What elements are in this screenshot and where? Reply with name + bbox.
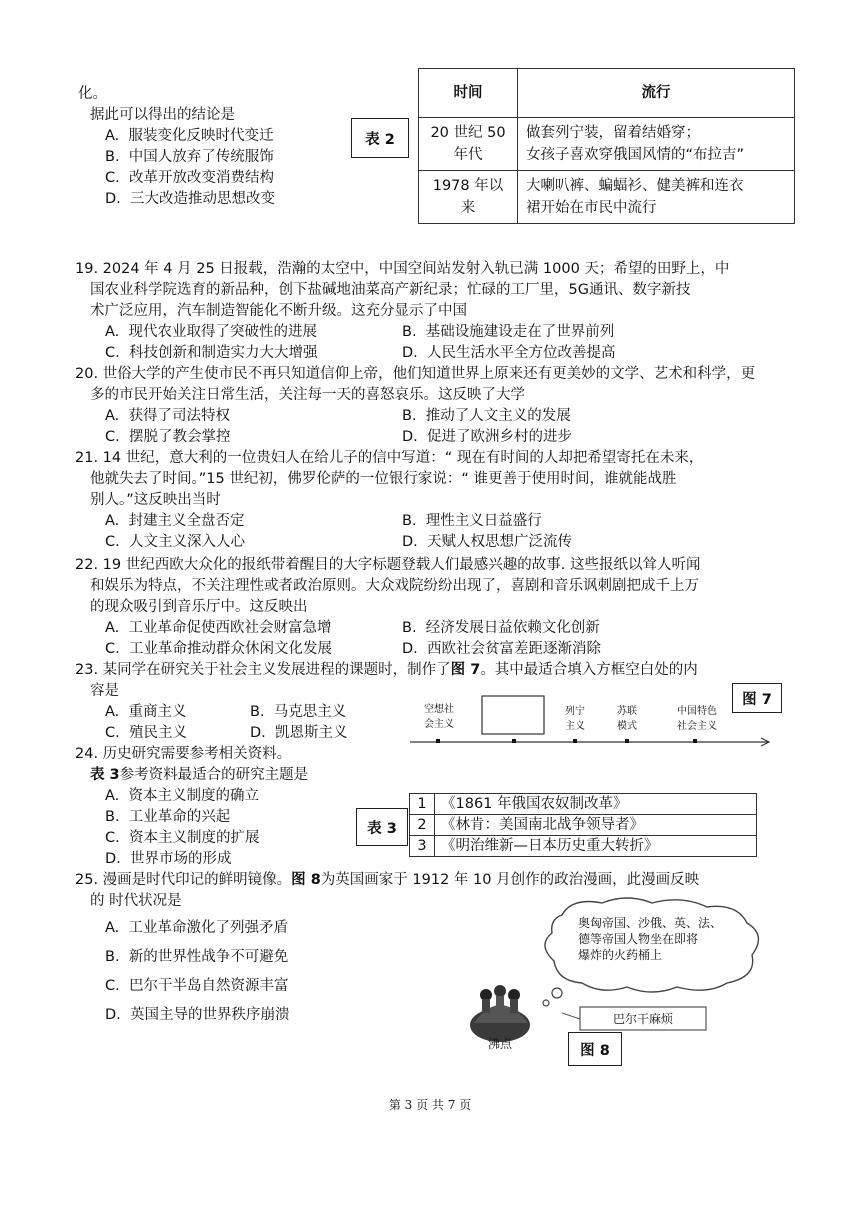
timeline-label-chinese-socialism: 中国特色 社会主义	[677, 706, 717, 732]
q25-option-a: A. 工业革命激化了列强矛盾	[105, 920, 288, 936]
q22-line2: 和娱乐为特点，不关注理性或者政治原则。大众戏院纷纷出现了，喜剧和音乐讽刺剧把成千上万	[90, 578, 699, 594]
q22-option-d: D. 西欧社会贫富差距逐渐消除	[402, 641, 601, 657]
q23-option-c: C. 殖民主义	[105, 725, 187, 741]
cartoon-bubble-text: 奥匈帝国、沙俄、英、法、 德等帝国人物坐在即将 爆炸的火药桶上	[578, 916, 723, 962]
figure7-timeline	[405, 680, 785, 752]
q25-line1: 25. 漫画是时代印记的鲜明镜像。图 8为英国画家于 1912 年 10 月创作的政治漫画，此漫画反映	[75, 872, 700, 888]
q19-option-b: B. 基础设施建设走在了世界前列	[402, 324, 615, 340]
table2-row1-trend: 做套列宁装，留着结婚穿； 女孩子喜欢穿俄国风情的“布拉吉”	[518, 118, 795, 171]
q21-option-b: B. 理性主义日益盛行	[402, 513, 542, 529]
q24-line1: 24. 历史研究需要参考相关资料。	[75, 746, 292, 762]
q21-option-c: C. 人文主义深入人心	[105, 534, 245, 550]
q21-line3: 别人。”这反映出当时	[90, 492, 221, 508]
q19-line1: 19. 2024 年 4 月 25 日报载，浩瀚的太空中，中国空间站发射入轨已满 1000 天；希望的田野上，中	[75, 261, 730, 277]
q22-option-c: C. 工业革命推动群众休闲文化发展	[105, 641, 332, 657]
q21-line2: 他就失去了时间。”15 世纪初，佛罗伦萨的一位银行家说：“ 谁更善于使用时间，谁就能战胜	[90, 471, 677, 487]
q19-line3: 术广泛应用，汽车制造智能化不断升级。这充分显示了中国	[90, 303, 467, 319]
q20-line1: 20. 世俗大学的产生使市民不再只知道信仰上帝，他们知道世界上原来还有更美妙的文学、艺术和科学，更	[75, 366, 756, 382]
table2	[418, 68, 795, 224]
q23-option-b: B. 马克思主义	[250, 704, 347, 720]
q25-line2: 的 时代状况是	[90, 893, 182, 909]
q22-option-b: B. 经济发展日益依赖文化创新	[402, 620, 600, 636]
table3-label: 表 3	[356, 808, 408, 846]
q22-line1: 22. 19 世纪西欧大众化的报纸带着醒目的大字标题登载人们最感兴趣的故事. 这些报纸以耸人听闻	[75, 557, 701, 573]
timeline-label-soviet-model: 苏联 模式	[617, 706, 637, 732]
q24-option-a: A. 资本主义制度的确立	[105, 788, 259, 804]
figure8-cartoon	[462, 895, 782, 1060]
table-row: 2 《林肯：美国南北战争领导者》	[410, 815, 757, 836]
timeline-axis	[405, 680, 785, 752]
q18-option-a: A. 服装变化反映时代变迁	[105, 128, 274, 144]
q20-option-b: B. 推动了人文主义的发展	[402, 408, 571, 424]
q19-option-d: D. 人民生活水平全方位改善提高	[402, 345, 616, 361]
table3	[409, 793, 757, 857]
q20-option-d: D. 促进了欧洲乡村的进步	[402, 429, 572, 445]
cartoon-caption: 巴尔干麻烦	[612, 1012, 673, 1026]
q18-option-c: C. 改革开放改变消费结构	[105, 170, 274, 186]
q19-option-c: C. 科技创新和制造实力大大增强	[105, 345, 318, 361]
timeline-label-utopian: 空想社 会主义	[424, 704, 454, 730]
q18-tail: 化。	[78, 86, 107, 102]
q24-option-d: D. 世界市场的形成	[105, 851, 232, 867]
q19-line2: 国农业科学院选育的新品种，创下盐碱地油菜高产新纪录；忙碌的工厂里，5G通讯、数字新技	[90, 282, 691, 298]
q23-line1: 23. 某同学在研究关于社会主义发展进程的课题时，制作了图 7。其中最适合填入方框空白处的内	[75, 662, 698, 678]
table2-row2-trend: 大喇叭裤、蝙蝠衫、健美裤和连衣 裙开始在市民中流行	[518, 171, 795, 224]
table2-header-time: 时间	[419, 69, 518, 118]
q18-option-d: D. 三大改造推动思想改变	[105, 191, 275, 207]
table2-label: 表 2	[351, 118, 409, 158]
q25-option-d: D. 英国主导的世界秩序崩溃	[105, 1007, 290, 1023]
figure8-label: 图 8	[568, 1032, 622, 1066]
q18-prompt: 据此可以得出的结论是	[90, 107, 235, 123]
q20-option-c: C. 摆脱了教会掌控	[105, 429, 231, 445]
q18-option-b: B. 中国人放弃了传统服饰	[105, 149, 274, 165]
q20-option-a: A. 获得了司法特权	[105, 408, 230, 424]
cartoon-bottom-label: 沸点	[488, 1037, 513, 1051]
q23-option-d: D. 凯恩斯主义	[250, 725, 348, 741]
page-footer: 第 3 页 共 7 页	[388, 1098, 472, 1112]
q23-option-a: A. 重商主义	[105, 704, 187, 720]
table-row: 1 《1861 年俄国农奴制改革》	[410, 794, 757, 815]
q24-option-b: B. 工业革命的兴起	[105, 809, 231, 825]
q23-line2: 容是	[90, 683, 119, 699]
figure7-label: 图 7	[732, 683, 782, 713]
table2-row2-time: 1978 年以 来	[419, 171, 518, 224]
q22-option-a: A. 工业革命促使西欧社会财富急增	[105, 620, 332, 636]
q24-option-c: C. 资本主义制度的扩展	[105, 830, 260, 846]
table-row: 3 《明治维新—日本历史重大转折》	[410, 836, 757, 857]
table2-row1-time: 20 世纪 50 年代	[419, 118, 518, 171]
q25-option-c: C. 巴尔干半岛自然资源丰富	[105, 978, 289, 994]
blank-box	[482, 696, 544, 734]
table2-header-trend: 流行	[518, 69, 795, 118]
q24-line2: 表 3参考资料最适合的研究主题是	[90, 767, 309, 783]
q20-line2: 多的市民开始关注日常生活，关注每一天的喜怒哀乐。这反映了大学	[90, 387, 525, 403]
q19-option-a: A. 现代农业取得了突破性的进展	[105, 324, 317, 340]
q21-option-d: D. 天赋人权思想广泛流传	[402, 534, 572, 550]
q25-option-b: B. 新的世界性战争不可避免	[105, 949, 289, 965]
q21-line1: 21. 14 世纪，意大利的一位贵妇人在给儿子的信中写道：“ 现在有时间的人却把希望寄托在未来，	[75, 450, 704, 466]
q21-option-a: A. 封建主义全盘否定	[105, 513, 245, 529]
q22-line3: 的现众吸引到音乐厅中。这反映出	[90, 599, 308, 615]
timeline-label-leninism: 列宁 主义	[565, 706, 585, 732]
